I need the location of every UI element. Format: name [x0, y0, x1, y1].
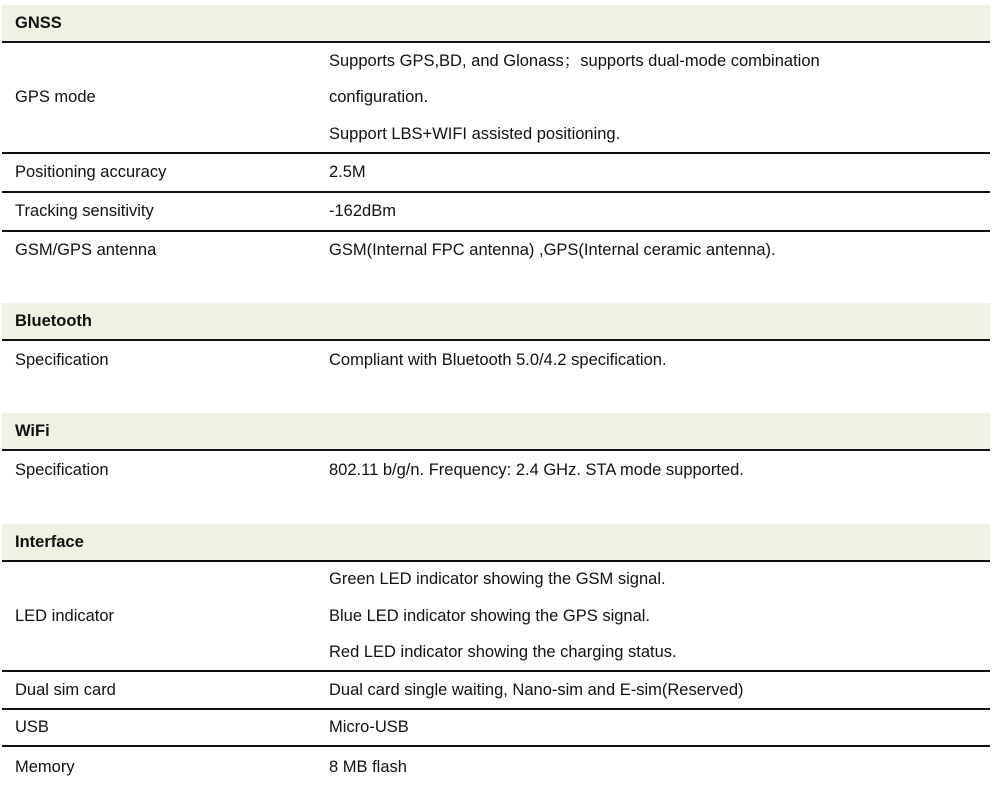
value-line: Support LBS+WIFI assisted positioning. — [329, 124, 621, 143]
section-header: GNSS — [2, 5, 990, 43]
row-value: Micro-USB — [329, 718, 409, 736]
table-row — [2, 154, 990, 193]
row-label: GPS mode — [15, 88, 96, 106]
section-header: Interface — [2, 524, 990, 562]
section-interface — [2, 524, 990, 787]
row-label: Positioning accuracy — [15, 163, 167, 181]
table-row — [2, 43, 990, 154]
row-value: 8 MB flash — [329, 757, 407, 776]
row-value: GSM(Internal FPC antenna) ,GPS(Internal ceramic antenna). — [329, 241, 776, 259]
value-line: Red LED indicator showing the charging status. — [329, 643, 677, 662]
row-value — [329, 43, 990, 153]
row-label: GSM/GPS antenna — [15, 241, 157, 259]
row-label: USB — [15, 718, 49, 736]
row-label: Specification — [15, 460, 109, 479]
section-header: WiFi — [2, 413, 990, 451]
table-row — [2, 710, 990, 747]
row-value: -162dBm — [329, 202, 396, 220]
section-gnss — [2, 5, 990, 269]
value-line: Supports GPS,BD, and Glonass；supports dual-mode combination — [329, 51, 820, 70]
section-wifi — [2, 413, 990, 489]
row-label: Tracking sensitivity — [15, 202, 154, 220]
section-bluetooth — [2, 303, 990, 379]
table-row — [2, 562, 990, 672]
row-value — [329, 561, 990, 671]
table-row — [2, 193, 990, 232]
table-row — [2, 341, 990, 379]
table-row — [2, 451, 990, 489]
row-label: LED indicator — [15, 606, 115, 625]
row-label: Dual sim card — [15, 680, 116, 699]
section-header: Bluetooth — [2, 303, 990, 341]
table-row — [2, 672, 990, 710]
row-value: 2.5M — [329, 163, 366, 181]
value-line: Blue LED indicator showing the GPS signal. — [329, 606, 651, 625]
value-line: Green LED indicator showing the GSM signal. — [329, 570, 666, 589]
value-line: configuration. — [329, 88, 429, 107]
row-label: Memory — [15, 757, 75, 776]
row-value: Compliant with Bluetooth 5.0/4.2 specification. — [329, 350, 667, 369]
table-row — [2, 232, 990, 269]
row-value: Dual card single waiting, Nano-sim and E-sim(Reserved) — [329, 680, 744, 699]
row-value: 802.11 b/g/n. Frequency: 2.4 GHz. STA mode supported. — [329, 460, 744, 479]
row-label: Specification — [15, 350, 109, 369]
table-row — [2, 747, 990, 787]
